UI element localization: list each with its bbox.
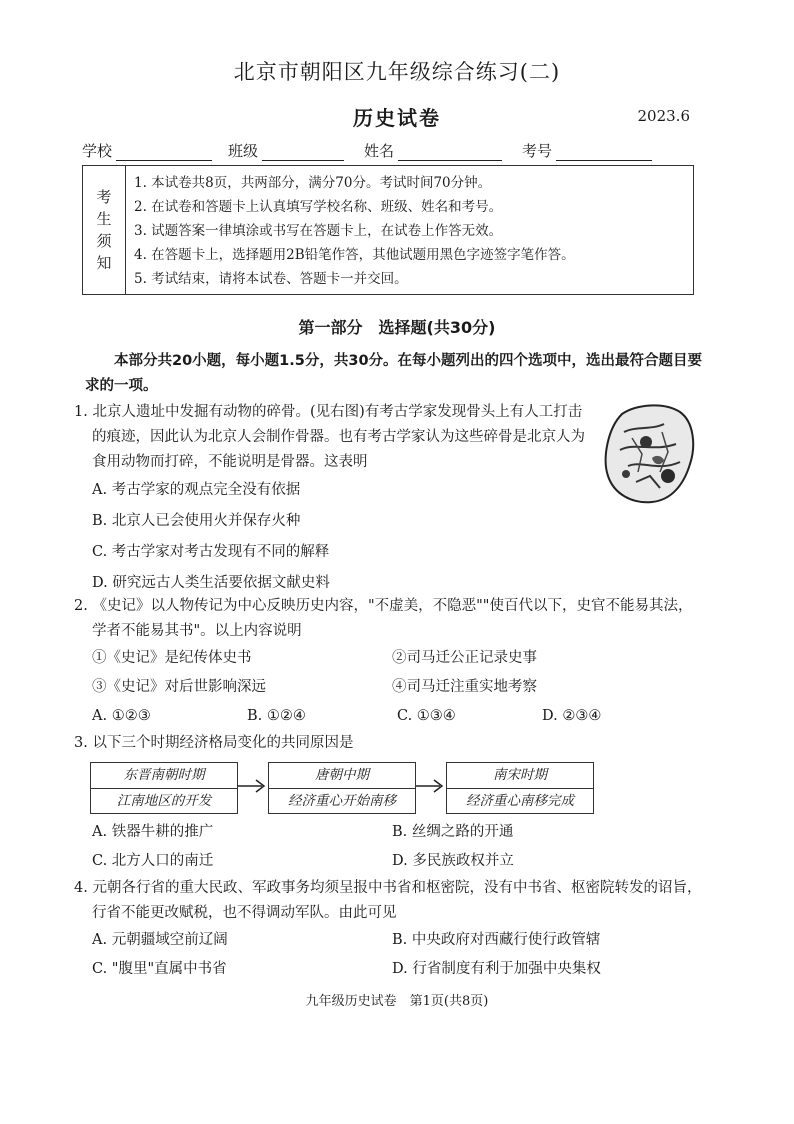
- question-stem: 1. 北京人遗址中发掘有动物的碎骨。(见右图)有考古学家发现骨头上有人工打击的痕迹，因此认为北京人会制作骨器。也有考古学家认为这些碎骨是北京人为食用动物而打碎，不能说明是骨器。这表明: [74, 404, 585, 470]
- option-a[interactable]: A. 考古学家的观点完全没有依据: [92, 482, 301, 498]
- statement-1: ①《史记》是纪传体史书: [92, 650, 252, 666]
- economic-shift-flowchart: [90, 762, 590, 814]
- question-4: [74, 876, 704, 984]
- flow-event: 经济重心南移完成: [466, 793, 574, 809]
- option-a[interactable]: A. ①②③: [92, 708, 151, 724]
- name-field: [364, 140, 502, 161]
- exam-notice-box: [82, 165, 694, 295]
- arrow-right-icon: [416, 774, 444, 798]
- option-c[interactable]: C. "腹里"直属中书省: [92, 961, 227, 977]
- question-1: [74, 400, 594, 599]
- option-d[interactable]: D. 研究远古人类生活要依据文献史料: [92, 575, 330, 591]
- flow-box-3: [446, 762, 594, 814]
- option-a[interactable]: A. 元朝疆域空前辽阔: [92, 932, 228, 948]
- notice-list: [126, 166, 693, 294]
- exam-subtitle: 历史试卷: [353, 106, 441, 130]
- flow-box-1: [90, 762, 238, 814]
- school-label: 学校: [82, 142, 113, 160]
- name-blank[interactable]: [398, 146, 502, 161]
- flow-box-2: [268, 762, 416, 814]
- section-intro: 本部分共20小题，每小题1.5分，共30分。在每小题列出的四个选项中，选出最符合题目要求的一项。: [85, 353, 703, 394]
- question-stem: 2. 《史记》以人物传记为中心反映历史内容，"不虚美，不隐恶""使百代以下，史官不能易其法，学者不能易其书"。以上内容说明: [74, 598, 693, 639]
- section-title: 第一部分 选择题(共30分): [298, 318, 496, 337]
- option-b[interactable]: B. 北京人已会使用火并保存火种: [92, 513, 301, 529]
- option-grid: [74, 702, 704, 731]
- class-blank[interactable]: [262, 146, 344, 161]
- statement-grid: [74, 644, 704, 702]
- statement-4: ④司马迁注重实地考察: [392, 679, 537, 695]
- flow-period: 唐朝中期: [269, 763, 415, 789]
- option-grid: [74, 926, 704, 984]
- notice-item: 2. 在试卷和答题卡上认真填写学校名称、班级、姓名和考号。: [134, 199, 503, 215]
- notice-label-char: 须: [96, 232, 112, 250]
- question-stem: 3. 以下三个时期经济格局变化的共同原因是: [74, 735, 354, 751]
- option-d[interactable]: D. ②③④: [542, 708, 602, 724]
- question-3-options: [74, 818, 704, 876]
- exam-no-label: 考号: [522, 142, 553, 160]
- option-grid: [74, 818, 704, 876]
- flow-period: 南宋时期: [447, 763, 593, 789]
- statement-2: ②司马迁公正记录史事: [392, 650, 537, 666]
- question-3: [74, 731, 704, 756]
- exam-no-blank[interactable]: [556, 146, 652, 161]
- school-blank[interactable]: [116, 146, 212, 161]
- option-c[interactable]: C. 北方人口的南迁: [92, 853, 214, 869]
- bone-fragment-image: [602, 402, 698, 504]
- student-info-row: [82, 140, 682, 161]
- flow-event: 江南地区的开发: [116, 793, 212, 809]
- class-label: 班级: [228, 142, 259, 160]
- name-label: 姓名: [364, 142, 395, 160]
- exam-no-field: [522, 140, 652, 161]
- notice-label: [83, 166, 126, 294]
- option-d[interactable]: D. 行省制度有利于加强中央集权: [392, 961, 601, 977]
- option-d[interactable]: D. 多民族政权并立: [392, 853, 514, 869]
- notice-label-char: 知: [96, 254, 112, 272]
- option-c[interactable]: C. ①③④: [397, 708, 456, 724]
- notice-label-char: 生: [96, 210, 112, 228]
- exam-date: 2023.6: [637, 107, 690, 125]
- notice-item: 1. 本试卷共8页，共两部分，满分70分。考试时间70分钟。: [134, 175, 492, 191]
- exam-title: 北京市朝阳区九年级综合练习(二): [233, 60, 561, 84]
- option-a[interactable]: A. 铁器牛耕的推广: [92, 824, 214, 840]
- page-footer: 九年级历史试卷 第1页(共8页): [305, 994, 489, 1009]
- option-b[interactable]: B. 丝绸之路的开通: [392, 824, 514, 840]
- notice-item: 4. 在答题卡上，选择题用2B铅笔作答，其他试题用黑色字迹签字笔作答。: [134, 247, 575, 263]
- question-stem: 4. 元朝各行省的重大民政、军政事务均须呈报中书省和枢密院，没有中书省、枢密院转发的诏旨，行省不能更改赋税，也不得调动军队。由此可见: [74, 880, 702, 921]
- arrow-right-icon: [238, 774, 266, 798]
- flow-period: 东晋南朝时期: [91, 763, 237, 789]
- notice-label-char: 考: [96, 188, 112, 206]
- option-b[interactable]: B. ①②④: [247, 708, 306, 724]
- flow-event: 经济重心开始南移: [288, 793, 396, 809]
- class-field: [228, 140, 344, 161]
- statement-3: ③《史记》对后世影响深远: [92, 679, 266, 695]
- option-b[interactable]: B. 中央政府对西藏行使行政管辖: [392, 932, 601, 948]
- notice-item: 3. 试题答案一律填涂或书写在答题卡上，在试卷上作答无效。: [134, 223, 503, 239]
- option-c[interactable]: C. 考古学家对考古发现有不同的解释: [92, 544, 330, 560]
- question-2: [74, 594, 704, 731]
- school-field: [82, 140, 212, 161]
- notice-item: 5. 考试结束，请将本试卷、答题卡一并交回。: [134, 271, 408, 287]
